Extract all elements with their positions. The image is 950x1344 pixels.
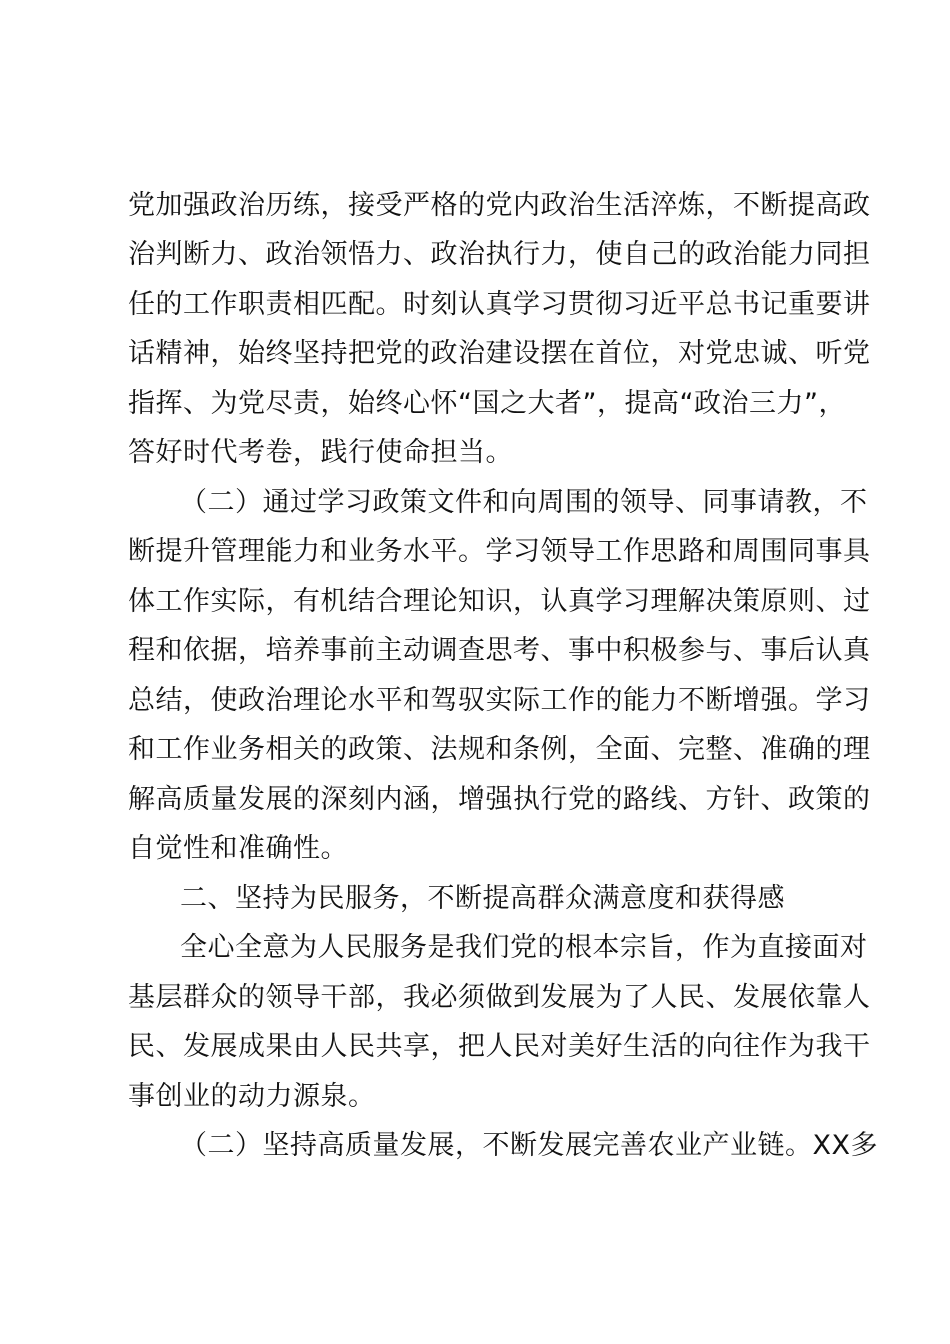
text-line: 答好时代考卷，践行使命担当。 [128, 437, 513, 468]
text-line: 程和依据，培养事前主动调查思考、事中积极参与、事后认真 [128, 635, 871, 666]
text-line: 事创业的动力源泉。 [128, 1081, 376, 1112]
section-heading: 二、坚持为民服务，不断提高群众满意度和获得感 [180, 883, 785, 914]
text-line: 民、发展成果由人民共享，把人民对美好生活的向往作为我干 [128, 1031, 871, 1062]
text-line: 体工作实际，有机结合理论知识，认真学习理解决策原则、过 [128, 586, 871, 617]
text-line: 治判断力、政治领悟力、政治执行力，使自己的政治能力同担 [128, 239, 871, 270]
text-line: 党加强政治历练，接受严格的党内政治生活淬炼，不断提高政 [128, 190, 871, 221]
text-line: （二）通过学习政策文件和向周围的领导、同事请教，不 [180, 487, 868, 518]
text-line: 解高质量发展的深刻内涵，增强执行党的路线、方针、政策的 [128, 784, 871, 815]
text-line: 断提升管理能力和业务水平。学习领导工作思路和周围同事具 [128, 536, 871, 567]
text-line: 基层群众的领导干部，我必须做到发展为了人民、发展依靠人 [128, 982, 871, 1013]
text-line: （二）坚持高质量发展，不断发展完善农业产业链。XX多 [180, 1130, 878, 1161]
text-line: 任的工作职责相匹配。时刻认真学习贯彻习近平总书记重要讲 [128, 289, 871, 320]
text-line: 全心全意为人民服务是我们党的根本宗旨，作为直接面对 [180, 932, 868, 963]
text-line: 总结，使政治理论水平和驾驭实际工作的能力不断增强。学习 [128, 685, 871, 716]
text-line: 自觉性和准确性。 [128, 833, 348, 864]
text-line: 指挥、为党尽责，始终心怀“国之大者”，提高“政治三力”， [128, 388, 846, 419]
text-line: 和工作业务相关的政策、法规和条例，全面、完整、准确的理 [128, 734, 871, 765]
text-line: 话精神，始终坚持把党的政治建设摆在首位，对党忠诚、听党 [128, 338, 871, 369]
